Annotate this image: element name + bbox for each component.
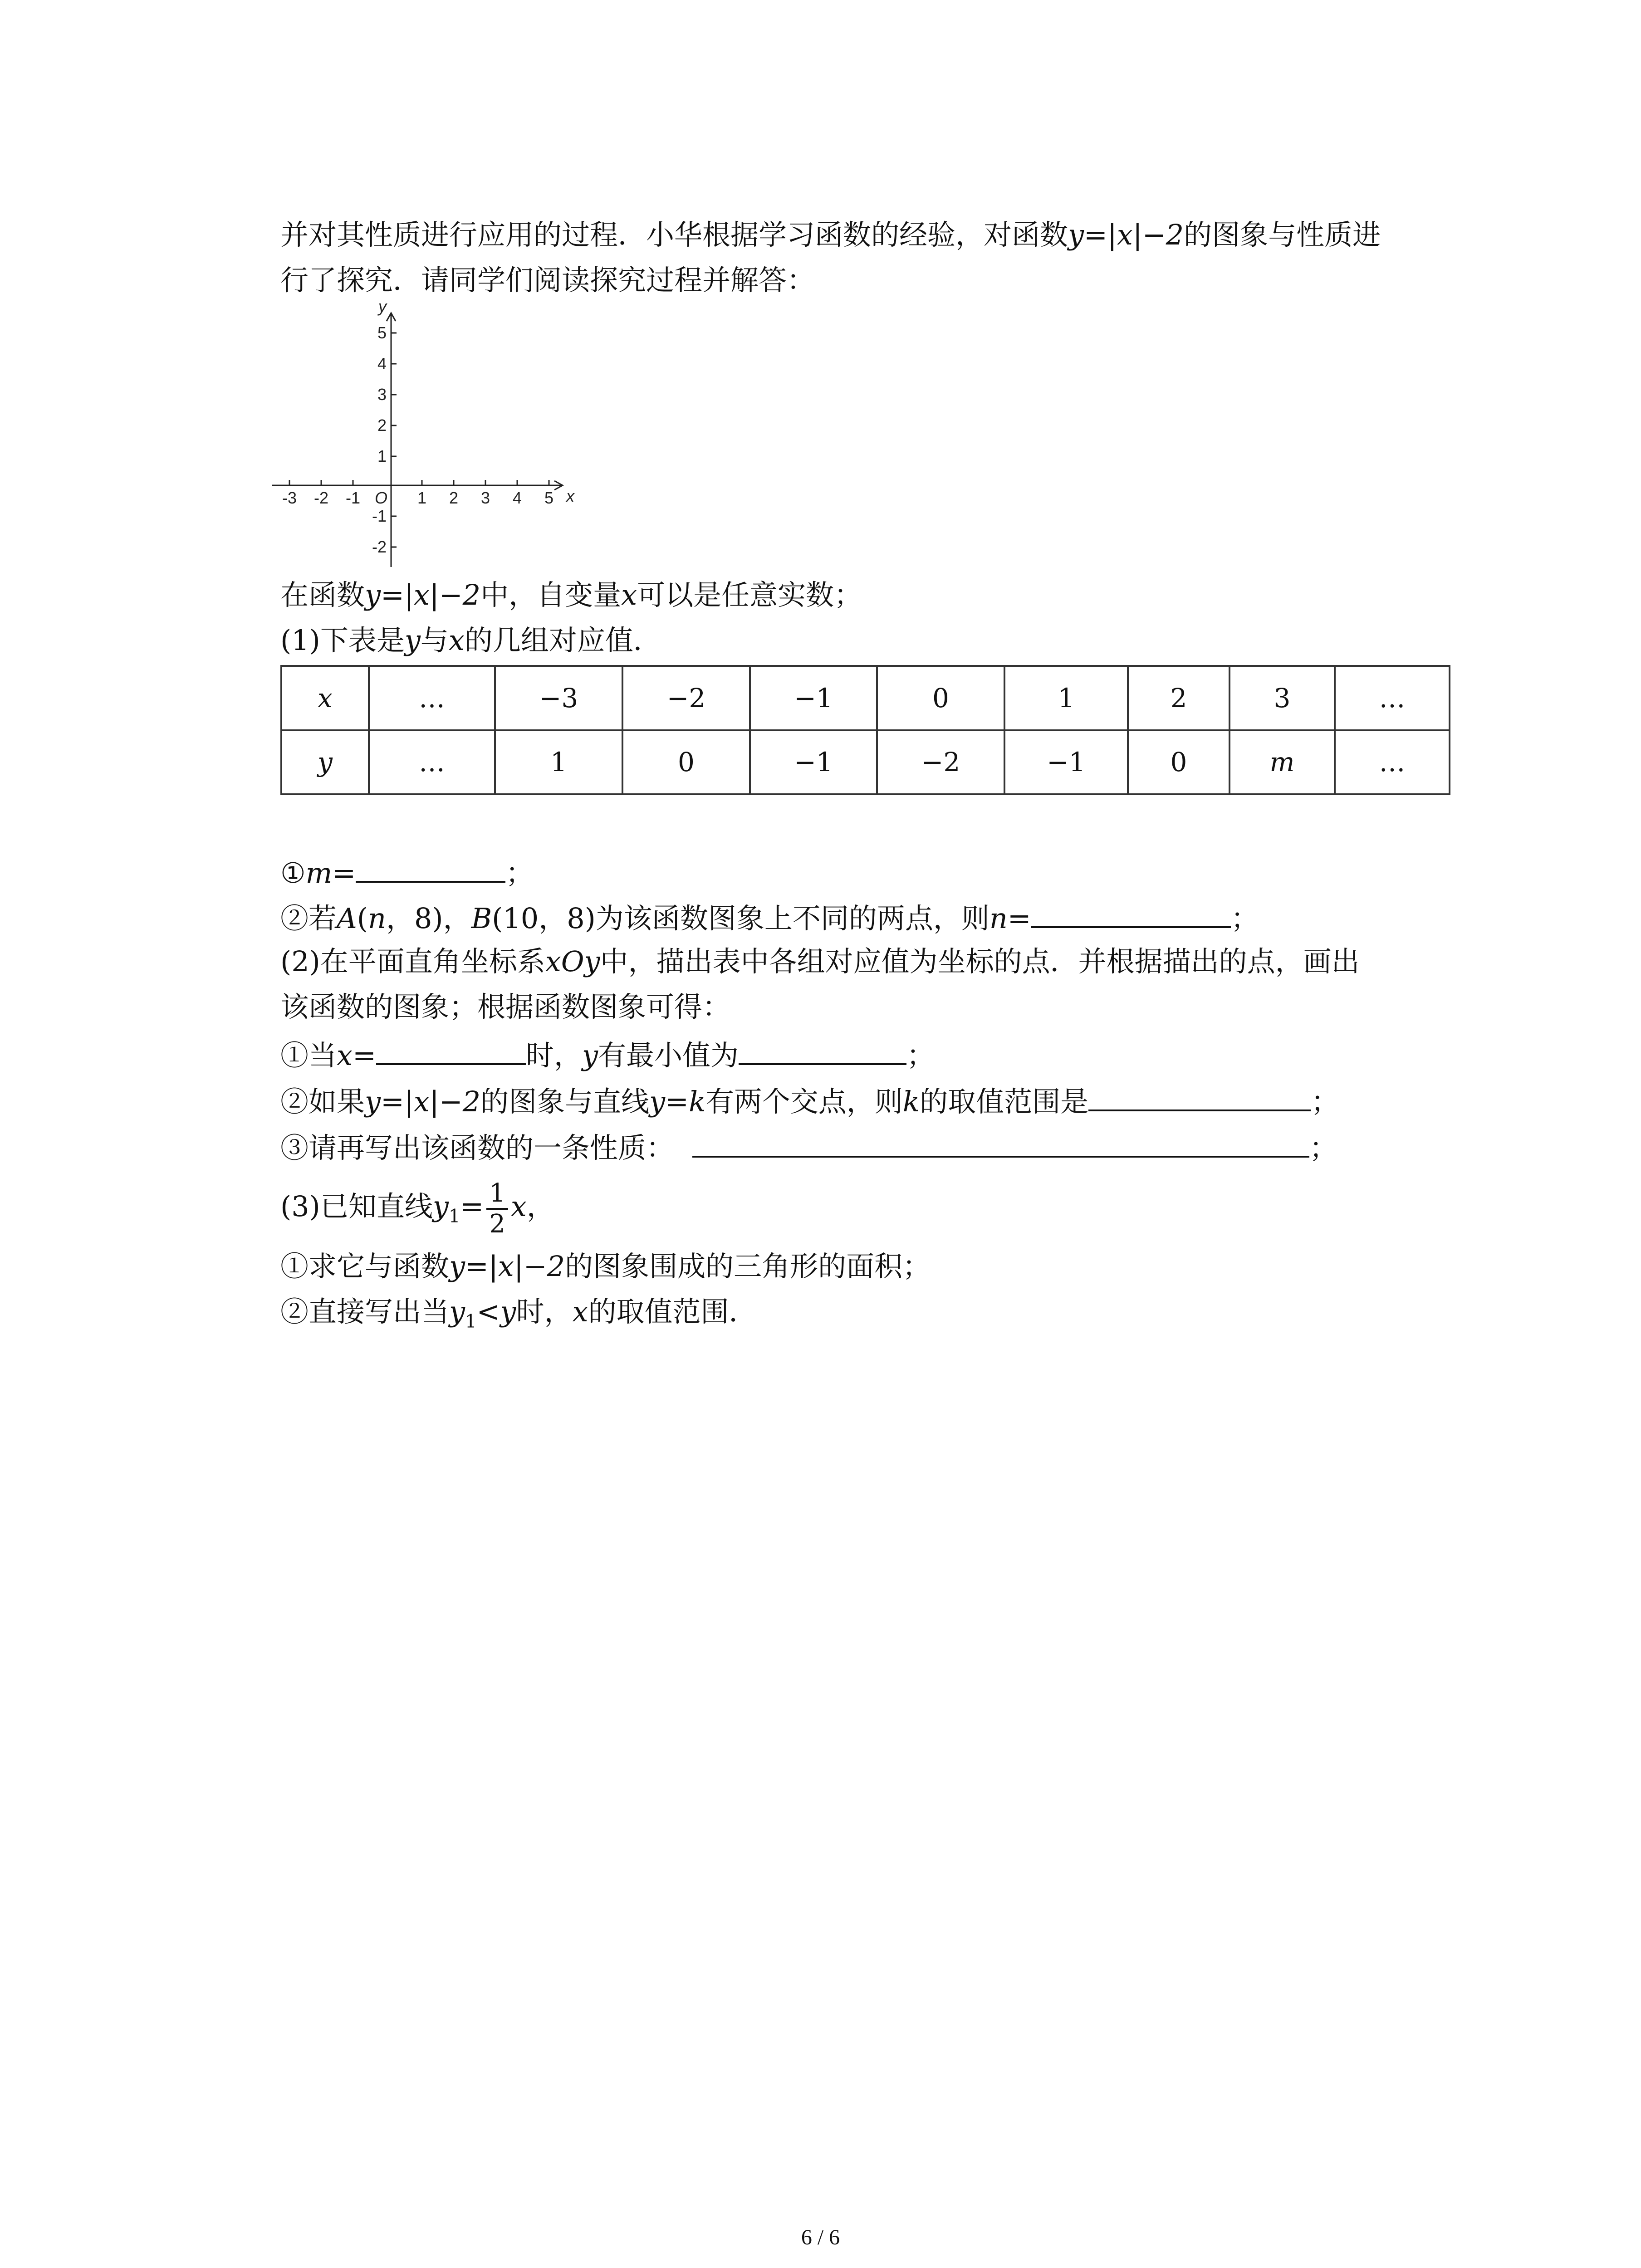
x-tick-label: 5 xyxy=(544,489,554,507)
table-cell: 2 xyxy=(1128,666,1230,730)
answer-blank[interactable] xyxy=(1088,1081,1311,1111)
question-2-3: ③请再写出该函数的一条性质： ； xyxy=(280,1128,1337,1166)
table-cell: … xyxy=(1335,730,1450,795)
x-tick-label: -2 xyxy=(314,489,329,507)
y-tick-label: 3 xyxy=(377,385,387,404)
table-cell: −1 xyxy=(750,666,877,730)
origin-label: O xyxy=(374,489,387,507)
y-tick-label: 2 xyxy=(377,416,387,435)
x-tick-label: -1 xyxy=(345,489,361,507)
table-cell: 3 xyxy=(1230,666,1335,730)
y-axis-label: y xyxy=(378,299,387,316)
part1-heading: (1)下表是y与x的几组对应值． xyxy=(280,624,661,657)
question-3-1: ①求它与函数y=|x|−2的图象围成的三角形的面积； xyxy=(280,1250,931,1283)
table-cell: 0 xyxy=(1128,730,1230,795)
intro-line-1: 并对其性质进行应用的过程．小华根据学习函数的经验，对函数y=|x|−2的图象与性质进 xyxy=(280,218,1381,251)
y-tick-label: -2 xyxy=(372,538,387,556)
answer-blank[interactable] xyxy=(1031,898,1231,928)
y-tick-label: -1 xyxy=(372,507,387,525)
answer-blank[interactable] xyxy=(376,1035,526,1065)
table-cell: … xyxy=(1335,666,1450,730)
x-tick-label: 3 xyxy=(480,489,490,507)
table-cell: … xyxy=(369,730,495,795)
table-cell: y xyxy=(281,730,369,795)
table-row-y xyxy=(281,730,1450,795)
x-axis-label: x xyxy=(566,487,574,505)
table-cell: m xyxy=(1230,730,1335,795)
x-tick-label: 4 xyxy=(512,489,522,507)
answer-blank[interactable] xyxy=(692,1128,1309,1158)
domain-statement: 在函数y=|x|−2中，自变量x可以是任意实数； xyxy=(280,578,862,611)
question-1-1: ①m= ； xyxy=(280,853,534,891)
y-tick-label: 1 xyxy=(377,447,387,465)
table-cell: 0 xyxy=(622,730,750,795)
answer-blank[interactable] xyxy=(356,853,505,883)
y-tick-label: 5 xyxy=(377,323,387,342)
answer-blank[interactable] xyxy=(739,1035,906,1065)
table-cell: 1 xyxy=(495,730,622,795)
y-tick-label: 4 xyxy=(377,354,387,373)
question-2-1: ①当x= 时，y有最小值为 ； xyxy=(280,1035,935,1074)
part3-heading: (3)已知直线$y_1=$ $\frac{1}{2}$ x， xyxy=(280,1178,555,1239)
table-cell: −1 xyxy=(750,730,877,795)
x-tick-label: 2 xyxy=(449,489,459,507)
table-row-x xyxy=(281,666,1450,730)
part2-line-2: 该函数的图象；根据函数图象可得： xyxy=(280,990,731,1023)
table-cell: 0 xyxy=(877,666,1004,730)
x-tick-label: 1 xyxy=(417,489,427,507)
table-cell: −2 xyxy=(622,666,750,730)
fraction: $\frac{1}{2}$ xyxy=(486,1181,508,1237)
question-3-2: ②直接写出当$y_1<y$时，x的取值范围． xyxy=(280,1295,757,1332)
intro-line-2: 行了探究．请同学们阅读探究过程并解答： xyxy=(280,264,815,297)
question-2-2: ②如果y=|x|−2的图象与直线y=k有两个交点，则k的取值范围是 ； xyxy=(280,1081,1339,1120)
part2-line-1: (2)在平面直角坐标系xOy中，描出表中各组对应值为坐标的点．并根据描出的点，画出 xyxy=(280,945,1360,978)
table-cell: −3 xyxy=(495,666,622,730)
coordinate-axes xyxy=(272,299,581,572)
page-number: 6 / 6 xyxy=(801,2225,840,2249)
value-table xyxy=(280,665,1450,795)
table-cell: 1 xyxy=(1004,666,1128,730)
x-tick-label: -3 xyxy=(282,489,297,507)
table-cell: x xyxy=(281,666,369,730)
table-cell: −2 xyxy=(877,730,1004,795)
table-cell: … xyxy=(369,666,495,730)
function-expression: y=|x|−2 xyxy=(1068,218,1184,251)
question-1-2: ②若A(n，8)，B(10，8)为该函数图象上不同的两点，则n= ； xyxy=(280,898,1259,937)
table-cell: −1 xyxy=(1004,730,1128,795)
